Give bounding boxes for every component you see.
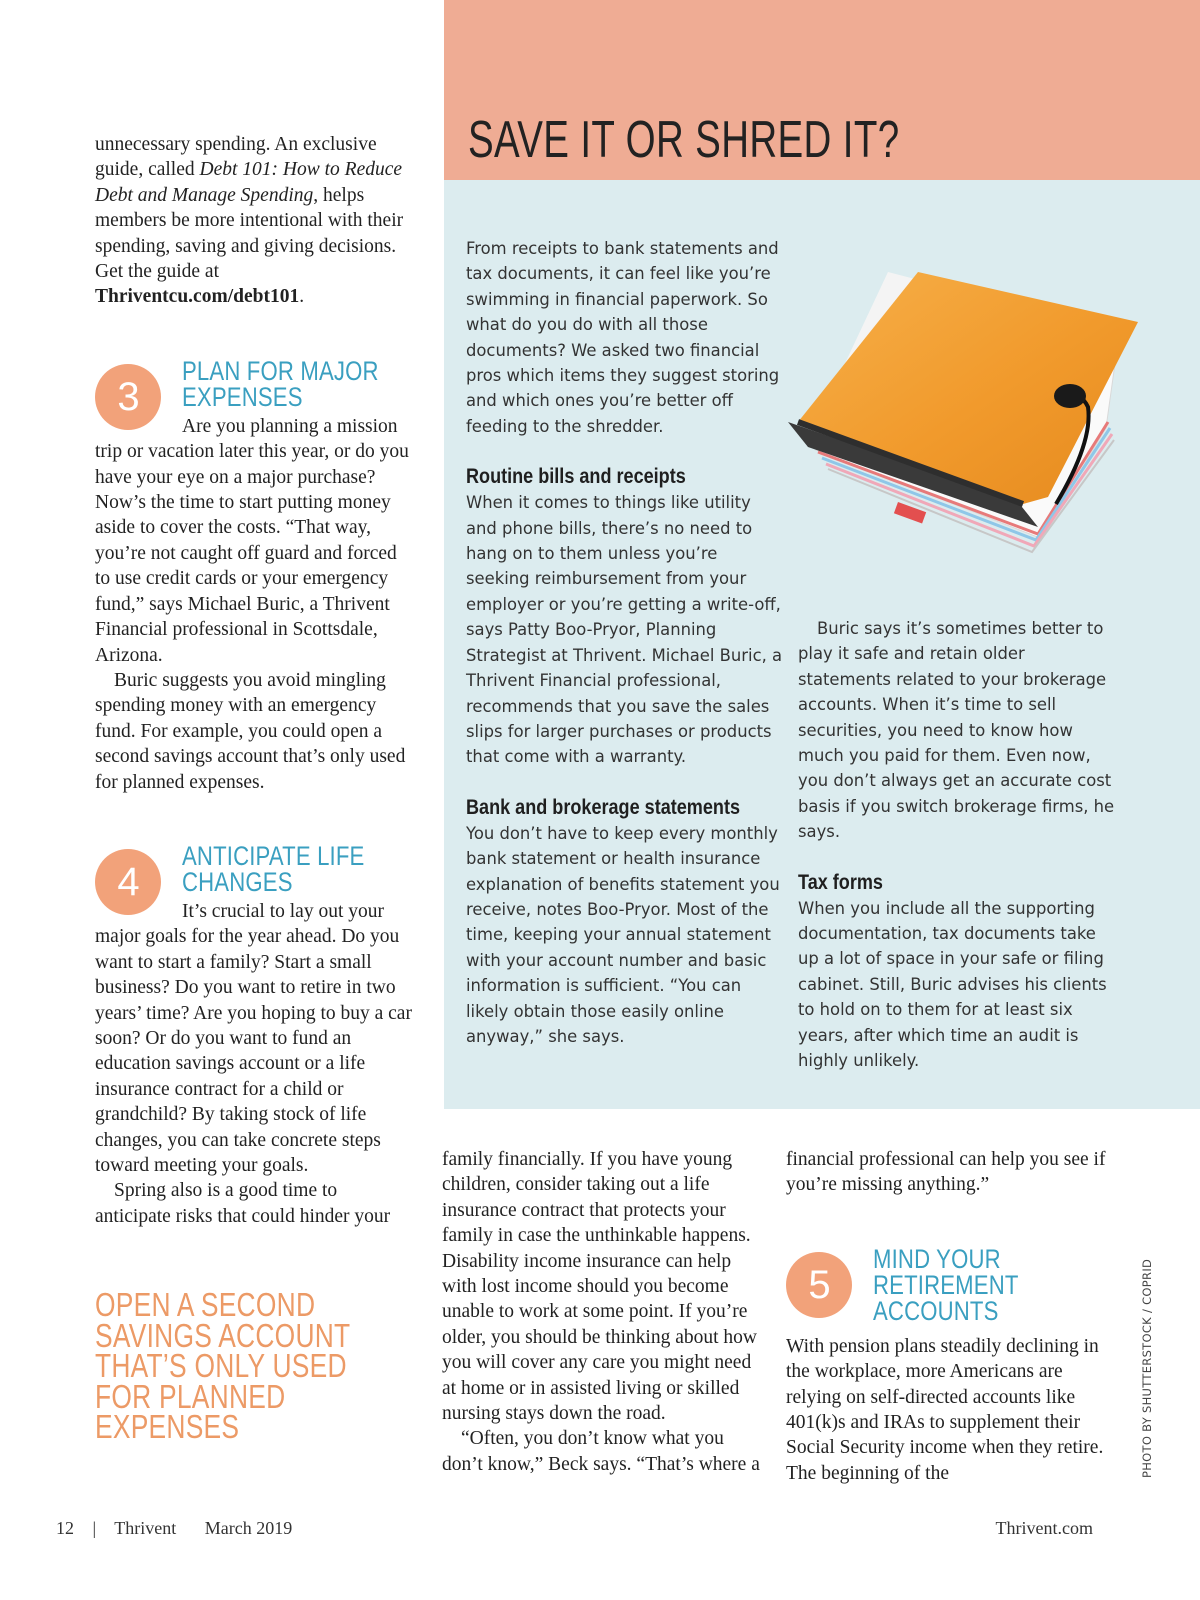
bank-heading: Bank and brokerage statements	[466, 795, 741, 819]
step-4-paragraph-2: Spring also is a good time to anticipate risks that could hinder your	[95, 1180, 391, 1227]
step-4-paragraph-1: It’s crucial to lay out your major goals for the year ahead. Do you want to start a family? Start a small business? Do you want to retire in two years’ time? Are you hoping to buy a car soon? Or do you want to fund an education savings account or a life insurance contract for a child or grandchild? By taking stock of life changes, you can take concrete steps toward meeting your goals.	[95, 900, 412, 1176]
step-3-heading: PLAN FOR MAJOR EXPENSES	[182, 355, 379, 412]
step-5-paragraph-1: With pension plans steadily declining in the workplace, more Americans are relying on self-directed accounts like 401(k)s and IRAs to supplement their Social Security income when they retire. The beginning of the	[786, 1335, 1104, 1484]
bills-text: When it comes to things like utility and phone bills, there’s no need to hang on to them unless you’re seeking reimbursement from your employer or you’re getting a write-off, says Patty Boo-Pryor, Planning Strategist at Thrivent. Michael Buric, a Thrivent Financial professional, recommends that you save the sales slips for larger purchases or products that come with a warranty.	[466, 493, 783, 767]
footer-website[interactable]: Thrivent.com	[995, 1518, 1093, 1538]
step-3-section	[95, 355, 415, 795]
right-column	[786, 1147, 1116, 1486]
tax-heading: Tax forms	[798, 870, 883, 894]
step-4-number-badge: 4	[95, 849, 161, 915]
photo-credit: PHOTO BY SHUTTERSTOCK / COPRID	[1140, 1258, 1154, 1478]
intro-paragraph	[95, 132, 415, 310]
step-5-number-badge: 5	[786, 1252, 852, 1318]
intro-end: .	[299, 286, 305, 308]
guide-link[interactable]: Thriventcu.com/debt101	[95, 286, 300, 308]
step-3-number-badge: 3	[95, 364, 161, 430]
sidebar-title: SAVE IT OR SHRED IT?	[468, 111, 900, 169]
document-folder-illustration	[788, 272, 1148, 562]
step-3-paragraph-2: Buric suggests you avoid mingling spending money with an emergency fund. For example, you could open a second savings account that’s only used for planned expenses.	[95, 669, 406, 793]
page-number: 12	[56, 1518, 74, 1538]
step-5-section	[786, 1243, 1116, 1486]
sidebar-column-2	[798, 616, 1118, 1074]
step-4-heading: ANTICIPATE LIFE CHANGES	[182, 840, 365, 897]
bank-text: You don’t have to keep every monthly bank statement or health insurance explanation of benefits statement you receive, notes Boo-Pryor. Most of the time, keeping your annual statement with your account number and basic information is sufficient. “You can likely obtain those easily online anyway,” she says.	[466, 823, 780, 1046]
intro-text-2: , helps members be more intentional with their spending, saving and giving decisions. Get the guide at	[95, 184, 404, 283]
step-3-paragraph-1: Are you planning a mission trip or vacation later this year, or do you have your eye on a major purchase? Now’s the time to start putting money aside to cover the costs. “That way, you’re not caught off guard and forced to use credit cards or your emergency fund,” says Michael Buric, a Thrivent Financial professional in Scottsdale, Arizona.	[95, 415, 409, 666]
guide-title: Debt 101: How to Reduce Debt and Manage Spending	[95, 159, 403, 206]
middle-column	[442, 1147, 767, 1477]
middle-paragraph-2: “Often, you don’t know what you don’t know,” Beck says. “That’s where a	[442, 1428, 760, 1475]
sidebar-intro: From receipts to bank statements and tax documents, it can feel like you’re swimming in financial paperwork. So what do you do with all those documents? We asked two financial pros which items they suggest storing and which ones you’re better off feeding to the shredder.	[466, 239, 780, 436]
issue-date: March 2019	[204, 1518, 293, 1538]
tax-text: When you include all the supporting documentation, tax documents take up a lot of space in your safe or filing cabinet. Still, Buric advises his clients to hold on to them for at least six years, after which time an audit is highly unlikely.	[798, 898, 1107, 1071]
sidebar-column-1	[466, 236, 784, 1049]
bills-heading: Routine bills and receipts	[466, 465, 686, 489]
middle-paragraph-1: family financially. If you have young children, consider taking out a life insurance contract that protects your family in case the unthinkable happens. Disability income insurance can help with lost income should you become unable to work at some point. If you’re older, you should be thinking about how you will cover any care you might need at home or in assisted living or skilled nursing stays down the road.	[442, 1149, 757, 1425]
pull-quote: OPEN A SECOND SAVINGS ACCOUNT THAT’S ONLY USED FOR PLANNED EXPENSES	[95, 1286, 350, 1445]
footer-left	[56, 1518, 298, 1539]
left-column	[95, 132, 415, 1229]
step-5-heading: MIND YOUR RETIREMENT ACCOUNTS	[873, 1243, 1019, 1326]
footer-separator: |	[92, 1518, 97, 1538]
step-4-section	[95, 840, 415, 1229]
right-paragraph-1: financial professional can help you see if you’re missing anything.”	[786, 1149, 1106, 1196]
magazine-name: Thrivent	[114, 1518, 177, 1538]
intro-text: unnecessary spending. An exclusive guide, called	[95, 134, 377, 181]
buric-text: Buric says it’s sometimes better to play it safe and retain older statements related to your brokerage accounts. When it’s time to sell securities, you need to know how much you paid for them. Even now, you don’t always get an accurate cost basis if you switch brokerage firms, he says.	[798, 619, 1115, 842]
